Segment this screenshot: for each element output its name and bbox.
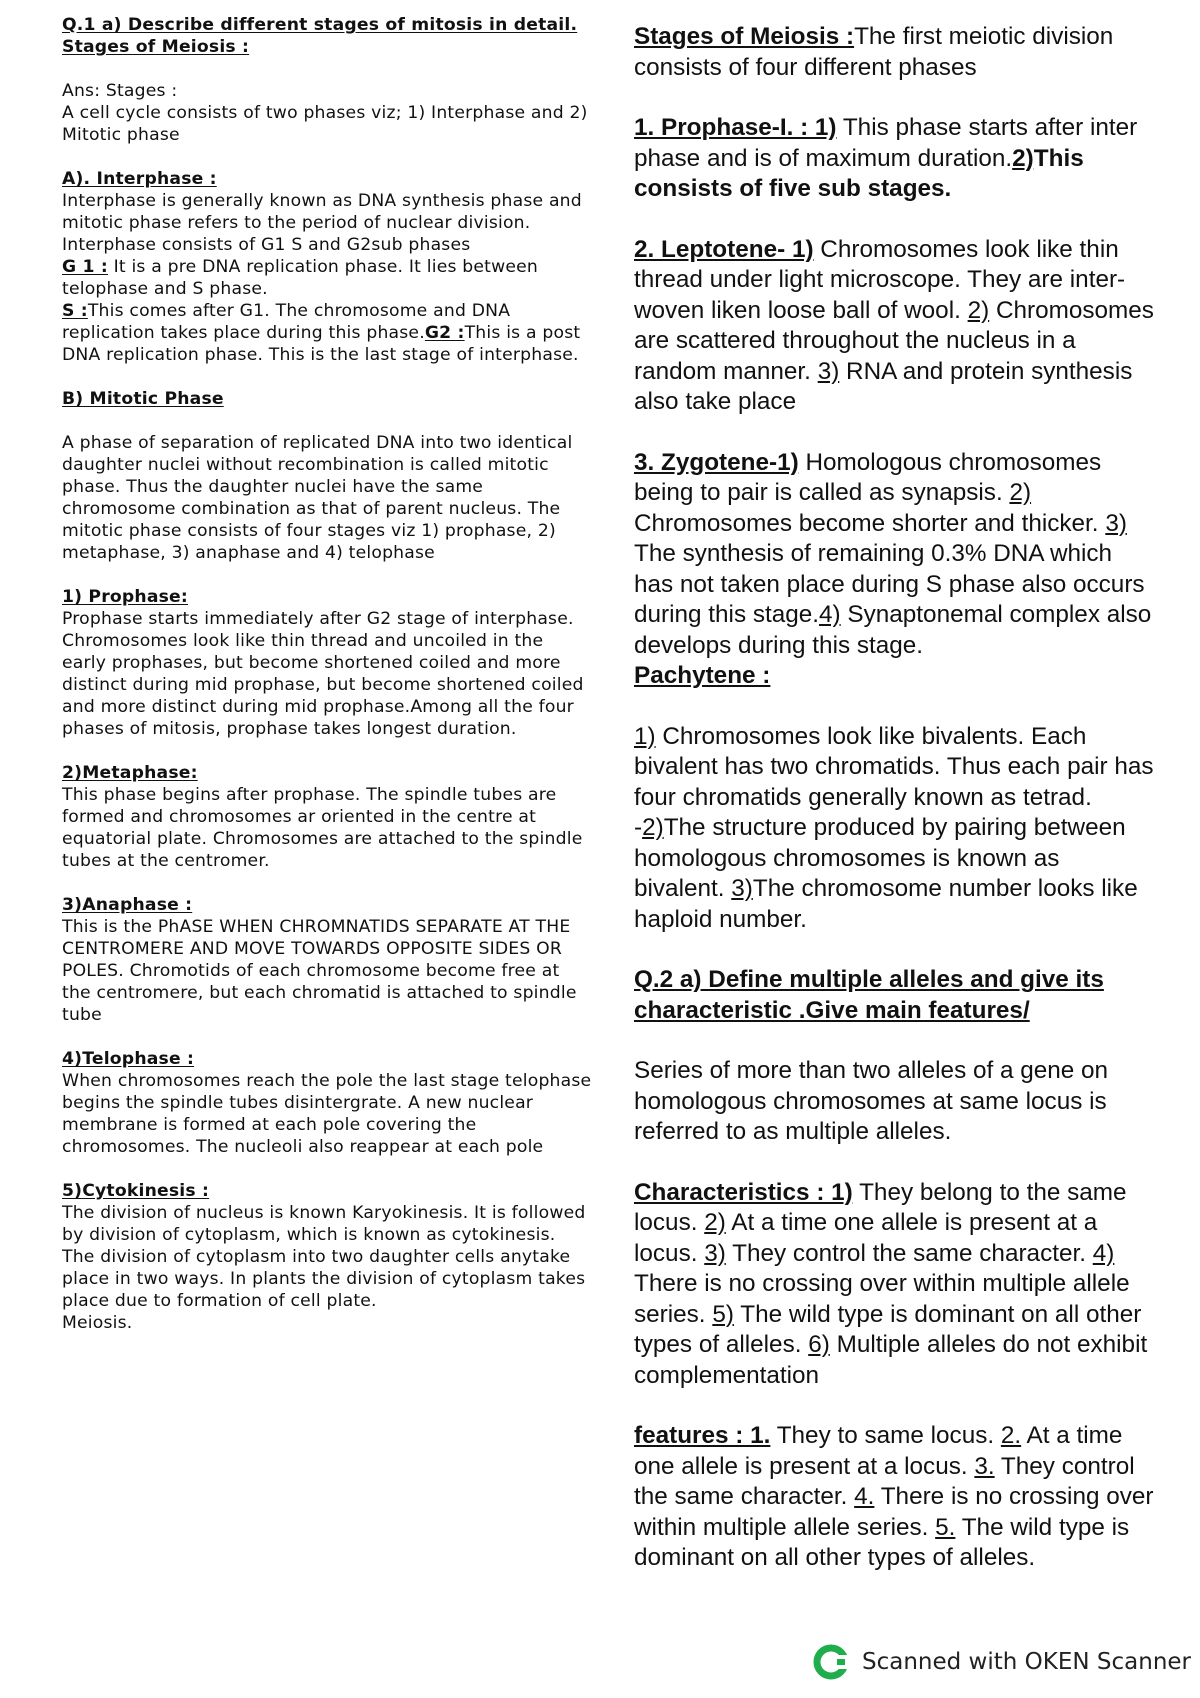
char-num4: 4): [1092, 1239, 1115, 1267]
leptotene-num2: 2): [967, 296, 990, 324]
pachytene-num2: 2): [642, 814, 664, 841]
telophase-heading: 4)Telophase :: [62, 1049, 195, 1069]
feat-num5: 5.: [935, 1513, 956, 1541]
anaphase-text: This is the PhASE WHEN CHROMNATIDS SEPARATE AT THE CENTROMERE AND MOVE TOWARDS OPPOSITE SIDES OR POLES. Chromotids of each chromosome become free at the centromere, but each chromatid is attached to spindle tube: [62, 917, 577, 1025]
feat-text-b: At a time one allele is present at a locus.: [634, 1422, 1123, 1480]
prophase-1-text-a: This phase starts after inter phase and is of maximum duration.: [634, 114, 1138, 172]
anaphase-heading: 3)Anaphase :: [62, 895, 193, 915]
pachytene-text-b: The structure produced by pairing between homologous chromosomes is known as bivalent.: [634, 814, 1126, 902]
features-label: features : 1.: [634, 1422, 771, 1449]
feat-text-e: The wild type is dominant on all other types of alleles.: [634, 1513, 1130, 1571]
feat-text-c: They control the same character.: [634, 1452, 1135, 1510]
pachytene-text-c: The chromosome number looks like haploid number.: [634, 875, 1138, 933]
answer-label: Ans: Stages :: [62, 81, 178, 101]
pachytene-heading: Pachytene :: [634, 662, 771, 689]
zygotene-text-d: Synaptonemal complex also develops during this stage.: [634, 601, 1152, 659]
prophase-1-text-b: This consists of five sub stages.: [634, 144, 1084, 202]
interphase-heading: A). Interphase :: [62, 169, 217, 189]
zygotene-paragraph: [634, 448, 1156, 662]
leptotene-text-a: Chromosomes look like thin thread under light microscope. They are inter-woven liken loose ball of wool.: [634, 235, 1126, 324]
mitotic-phase-text: A phase of separation of replicated DNA into two identical daughter nuclei without recombination is called mitotic phase. Thus the daughter nuclei have the same chromosome combination as that of parent nucleus. The mitotic phase consists of four stages viz 1) prophase, 2) metaphase, 3) anaphase and 4) telophase: [62, 433, 573, 563]
leptotene-label: 2. Leptotene- 1): [634, 235, 814, 263]
char-text-d: There is no crossing over within multiple allele series.: [634, 1270, 1130, 1328]
g1-text: It is a pre DNA replication phase. It lies between telophase and S phase.: [62, 257, 539, 299]
char-text-c: They control the same character.: [725, 1239, 1093, 1267]
zygotene-text-b: Chromosomes become shorter and thicker.: [634, 509, 1106, 537]
feat-num4: 4.: [854, 1483, 875, 1510]
prophase-1-paragraph: [634, 113, 1156, 205]
zygotene-label: 3. Zygotene-1): [634, 448, 799, 476]
char-text-b: At a time one allele is present at a locus.: [634, 1209, 1098, 1267]
feat-num2: 2.: [1000, 1422, 1022, 1449]
meiosis-heading: Stages of Meiosis :: [634, 23, 855, 50]
multiple-alleles-definition: Series of more than two alleles of a gene on homologous chromosomes at same locus is referred to as multiple alleles.: [634, 1057, 1109, 1145]
prophase-1-label: 1. Prophase-I. : 1): [634, 114, 837, 141]
zygotene-num3: 3): [1105, 509, 1127, 537]
zygotene-text-a: Homologous chromosomes being to pair is called as synapsis.: [634, 448, 1102, 506]
pachytene-num3: 3): [731, 875, 753, 902]
characteristics-label: Characteristics : 1): [634, 1178, 853, 1206]
telophase-text: When chromosomes reach the pole the last stage telophase begins the spindle tubes disintergrate. A new nuclear membrane is formed at each pole covering the chromosomes. The nucleoli also reappear at each pole: [62, 1071, 592, 1157]
right-column: [634, 22, 1156, 1574]
meiosis-end-text: Meiosis.: [62, 1313, 133, 1333]
scanner-watermark: [812, 1643, 1191, 1681]
metaphase-text: This phase begins after prophase. The spindle tubes are formed and chromosomes ar oriented in the centre at equatorial plate. Chromosomes are attached to the spindle tubes at the centromer.: [62, 785, 583, 871]
feat-text-a: They to same locus.: [770, 1422, 1001, 1449]
cytokinesis-text: The division of nucleus is known Karyokinesis. It is followed by division of cytoplasm, which is known as cytokinesis. The division of cytoplasm into two daughter cells anytake place in two ways. In plants the division of cytoplasm takes place due to formation of cell plate.: [62, 1203, 586, 1311]
char-num5: 5): [712, 1300, 734, 1328]
s-label: S :: [62, 301, 88, 321]
leptotene-text-c: RNA and protein synthesis also take place: [634, 357, 1133, 415]
pachytene-num1: 1): [634, 722, 656, 750]
metaphase-heading: 2)Metaphase:: [62, 763, 198, 783]
question-2-title: Q.2 a) Define multiple alleles and give its characteristic .Give main features/: [634, 966, 1104, 1024]
meiosis-intro-paragraph: [634, 22, 1156, 83]
prophase-heading: 1) Prophase:: [62, 587, 188, 607]
feat-num3: 3.: [974, 1452, 995, 1480]
zygotene-text-c: The synthesis of remaining 0.3% DNA which has not taken place during S phase also occurs during this stage.: [634, 540, 1145, 628]
leptotene-text-b: Chromosomes are scattered throughout the nucleus in a random manner.: [634, 296, 1154, 385]
char-text-e: The wild type is dominant on all other types of alleles.: [634, 1300, 1142, 1358]
g2-label: G2 :: [424, 323, 465, 343]
feat-text-d: There is no crossing over within multiple allele series.: [634, 1483, 1154, 1541]
characteristics-paragraph: [634, 1178, 1156, 1392]
features-paragraph: [634, 1421, 1156, 1574]
leptotene-paragraph: [634, 235, 1156, 418]
mitotic-phase-heading: B) Mitotic Phase: [62, 389, 224, 409]
char-num3: 3): [704, 1239, 726, 1267]
pachytene-text-a: Chromosomes look like bivalents. Each bivalent has two chromatids. Thus each pair has four chromatids generally known as tetrad. -: [634, 722, 1154, 841]
interphase-paragraph: [62, 190, 592, 366]
cytokinesis-heading: 5)Cytokinesis :: [62, 1181, 210, 1201]
question-1-title: Q.1 a) Describe different stages of mitosis in detail. Stages of Meiosis :: [62, 15, 578, 57]
prophase-text: Prophase starts immediately after G2 stage of interphase. Chromosomes look like thin thread and uncoiled in the early prophases, but become shortened coiled and more distinct during mid prophase, but become shortened coiled and more distinct during mid prophase.Among all the four phases of mitosis, prophase takes longest duration.: [62, 609, 584, 739]
char-num2: 2): [704, 1209, 726, 1236]
left-column: [62, 14, 592, 1334]
prophase-1-num2: 2): [1012, 144, 1034, 172]
zygotene-num4: 4): [819, 601, 841, 628]
scanner-text: Scanned with OKEN Scanner: [862, 1649, 1191, 1675]
meiosis-intro-text: The first meiotic division consists of four different phases: [634, 23, 1114, 81]
pachytene-paragraph: [634, 722, 1156, 936]
leptotene-num3: 3): [817, 357, 840, 385]
char-text-a: They belong to the same locus.: [634, 1178, 1127, 1236]
interphase-text: Interphase is generally known as DNA synthesis phase and mitotic phase refers to the period of nuclear division. Interphase consists of G1 S and G2sub phases: [62, 191, 582, 255]
g2-text: This is a post DNA replication phase. This is the last stage of interphase.: [62, 323, 581, 365]
s-text: This comes after G1. The chromosome and DNA replication takes place during this phase.: [62, 301, 511, 343]
zygotene-num2: 2): [1009, 479, 1032, 506]
char-text-f: Multiple alleles do not exhibit complementation: [634, 1331, 1148, 1389]
oken-scanner-logo-icon: [812, 1643, 850, 1681]
answer-text: A cell cycle consists of two phases viz; 1) Interphase and 2) Mitotic phase: [62, 103, 588, 145]
char-num6: 6): [808, 1331, 830, 1358]
g1-label: G 1 :: [62, 257, 108, 277]
